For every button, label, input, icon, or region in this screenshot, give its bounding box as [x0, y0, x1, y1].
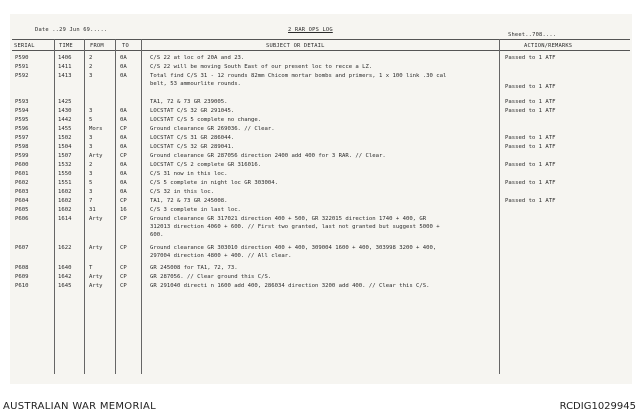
header-bottom-rule	[12, 50, 630, 51]
time-cell: 1532	[58, 162, 72, 168]
log-sheet	[10, 14, 632, 384]
to-cell: 0A	[120, 117, 127, 123]
serial-cell: P600	[15, 162, 29, 168]
action-cell: Passed to 1 ATF	[505, 84, 556, 90]
from-cell: T	[89, 265, 93, 271]
action-cell: Passed to 1 ATF	[505, 108, 556, 114]
subject-line: C/S 5 complete in night loc GR 303004.	[150, 180, 278, 186]
from-cell: Mors	[89, 126, 103, 132]
to-cell: 0A	[120, 135, 127, 141]
subject-line: C/S 3 complete in last loc.	[150, 207, 241, 213]
serial-cell: P598	[15, 144, 29, 150]
to-cell: CP	[120, 198, 127, 204]
subject-line: LOCSTAT C/S 32 GR 289041.	[150, 144, 235, 150]
serial-cell: P594	[15, 108, 29, 114]
time-cell: 1602	[58, 207, 72, 213]
column-divider	[499, 39, 500, 374]
time-cell: 1442	[58, 117, 72, 123]
subject-line: GR 245008 for TA1, 72, 73.	[150, 265, 238, 271]
serial-cell: P593	[15, 99, 29, 105]
serial-cell: P595	[15, 117, 29, 123]
from-cell: 3	[89, 171, 93, 177]
to-cell: 0A	[120, 144, 127, 150]
to-cell: CP	[120, 153, 127, 159]
column-divider	[54, 39, 55, 374]
to-cell: 0A	[120, 171, 127, 177]
subject-line: Ground clearance GR 287056 direction 2400 add 400 for 3 RAR. // Clear.	[150, 153, 386, 159]
from-cell: 3	[89, 73, 93, 79]
serial-cell: P596	[15, 126, 29, 132]
serial-cell: P608	[15, 265, 29, 271]
time-cell: 1640	[58, 265, 72, 271]
column-header-action: ACTION/REMARKS	[524, 43, 573, 49]
from-cell: Arty	[89, 274, 103, 280]
time-cell: 1550	[58, 171, 72, 177]
footer	[0, 398, 640, 415]
column-header-subject: SUBJECT OR DETAIL	[266, 43, 325, 49]
serial-cell: P609	[15, 274, 29, 280]
action-cell: Passed to 1 ATF	[505, 135, 556, 141]
to-cell: CP	[120, 216, 127, 222]
subject-line: LOCSTAT C/S 5 complete no change.	[150, 117, 262, 123]
action-cell: Passed to 1 ATF	[505, 99, 556, 105]
time-cell: 1430	[58, 108, 72, 114]
time-cell: 1645	[58, 283, 72, 289]
column-divider	[141, 39, 142, 374]
subject-line: belt, 53 ammourlite rounds.	[150, 81, 241, 87]
footer-source: AUSTRALIAN WAR MEMORIAL	[3, 401, 156, 412]
action-cell: Passed to 1 ATF	[505, 55, 556, 61]
subject-line: Ground clearance GR 269036. // Clear.	[150, 126, 275, 132]
from-cell: Arty	[89, 153, 103, 159]
subject-line: C/S 32 in this loc.	[150, 189, 214, 195]
log-date: Date ..29 Jun 69.....	[35, 27, 108, 33]
time-cell: 1406	[58, 55, 72, 61]
to-cell: 0A	[120, 162, 127, 168]
log-title: 2 RAR OPS LOG	[288, 27, 333, 33]
subject-line: C/S 31 now in this loc.	[150, 171, 228, 177]
time-cell: 1502	[58, 135, 72, 141]
from-cell: 3	[89, 135, 93, 141]
time-cell: 1642	[58, 274, 72, 280]
time-cell: 1455	[58, 126, 72, 132]
subject-line: Ground clearance GR 317021 direction 400 + 500, GR 322015 direction 1740 + 400, GR	[150, 216, 427, 222]
to-cell: CP	[120, 245, 127, 251]
from-cell: 7	[89, 198, 93, 204]
serial-cell: P590	[15, 55, 29, 61]
subject-line: 600.	[150, 232, 164, 238]
serial-cell: P610	[15, 283, 29, 289]
time-cell: 1602	[58, 198, 72, 204]
to-cell: 0A	[120, 108, 127, 114]
action-cell: Passed to 1 ATF	[505, 162, 556, 168]
time-cell: 1551	[58, 180, 72, 186]
subject-line: 312013 direction 4060 + 600. // First two granted, last not granted but suggest 5000 +	[150, 224, 440, 230]
subject-line: Ground clearance GR 303010 direction 400 + 400, 309004 1600 + 400, 303998 3200 + 400,	[150, 245, 437, 251]
time-cell: 1413	[58, 73, 72, 79]
to-cell: CP	[120, 265, 127, 271]
column-divider	[115, 39, 116, 374]
serial-cell: P606	[15, 216, 29, 222]
serial-cell: P607	[15, 245, 29, 251]
serial-cell: P602	[15, 180, 29, 186]
column-header-to: TO	[122, 43, 129, 49]
subject-line: TA1, 72 & 73 GR 239005.	[150, 99, 228, 105]
to-cell: 0A	[120, 180, 127, 186]
serial-cell: P599	[15, 153, 29, 159]
footer-id: RCDIG1029945	[559, 401, 636, 412]
from-cell: 2	[89, 162, 93, 168]
serial-cell: P605	[15, 207, 29, 213]
from-cell: 31	[89, 207, 96, 213]
action-cell: Passed to 1 ATF	[505, 180, 556, 186]
to-cell: CP	[120, 274, 127, 280]
column-header-from: FROM	[90, 43, 104, 49]
to-cell: 0A	[120, 73, 127, 79]
subject-line: GR 291040 directi n 1600 add 400, 286034 direction 3200 add 400. // Clear this C/S.	[150, 283, 430, 289]
from-cell: 5	[89, 180, 93, 186]
time-cell: 1504	[58, 144, 72, 150]
from-cell: 3	[89, 189, 93, 195]
serial-cell: P592	[15, 73, 29, 79]
time-cell: 1614	[58, 216, 72, 222]
to-cell: 16	[120, 207, 127, 213]
time-cell: 1425	[58, 99, 72, 105]
from-cell: 3	[89, 144, 93, 150]
serial-cell: P597	[15, 135, 29, 141]
column-header-serial: SERIAL	[14, 43, 35, 49]
column-header-time: TIME	[59, 43, 73, 49]
to-cell: 0A	[120, 189, 127, 195]
action-cell: Passed to 1 ATF	[505, 144, 556, 150]
from-cell: Arty	[89, 245, 103, 251]
serial-cell: P603	[15, 189, 29, 195]
sheet-number: Sheet..708....	[508, 32, 557, 38]
from-cell: 3	[89, 108, 93, 114]
subject-line: TA1, 72 & 73 GR 245008.	[150, 198, 228, 204]
subject-line: LOCSTAT C/S 32 GR 291045.	[150, 108, 235, 114]
subject-line: GR 287056. // Clear ground this C/S.	[150, 274, 272, 280]
subject-line: LOCSTAT C/S 31 GR 286044.	[150, 135, 235, 141]
to-cell: CP	[120, 126, 127, 132]
subject-line: Total find C/S 31 - 12 rounds 82mm Chicom mortar bombs and primers, 1 x 100 link .30 cal	[150, 73, 447, 79]
time-cell: 1602	[58, 189, 72, 195]
to-cell: 0A	[120, 55, 127, 61]
serial-cell: P601	[15, 171, 29, 177]
from-cell: 5	[89, 117, 93, 123]
subject-line: C/S 22 will be moving South East of our present loc to recce a LZ.	[150, 64, 373, 70]
column-divider	[84, 39, 85, 374]
serial-cell: P591	[15, 64, 29, 70]
time-cell: 1622	[58, 245, 72, 251]
to-cell: CP	[120, 283, 127, 289]
subject-line: LOCSTAT C/S 2 complete GR 316016.	[150, 162, 262, 168]
to-cell: 0A	[120, 64, 127, 70]
subject-line: C/S 22 at loc of 20A and 23.	[150, 55, 245, 61]
from-cell: Arty	[89, 216, 103, 222]
time-cell: 1411	[58, 64, 72, 70]
from-cell: Arty	[89, 283, 103, 289]
from-cell: 2	[89, 55, 93, 61]
subject-line: 297004 direction 4800 + 400. // All clear.	[150, 253, 292, 259]
time-cell: 1507	[58, 153, 72, 159]
from-cell: 2	[89, 64, 93, 70]
action-cell: Passed to 1 ATF	[505, 198, 556, 204]
serial-cell: P604	[15, 198, 29, 204]
header-top-rule	[12, 39, 630, 40]
